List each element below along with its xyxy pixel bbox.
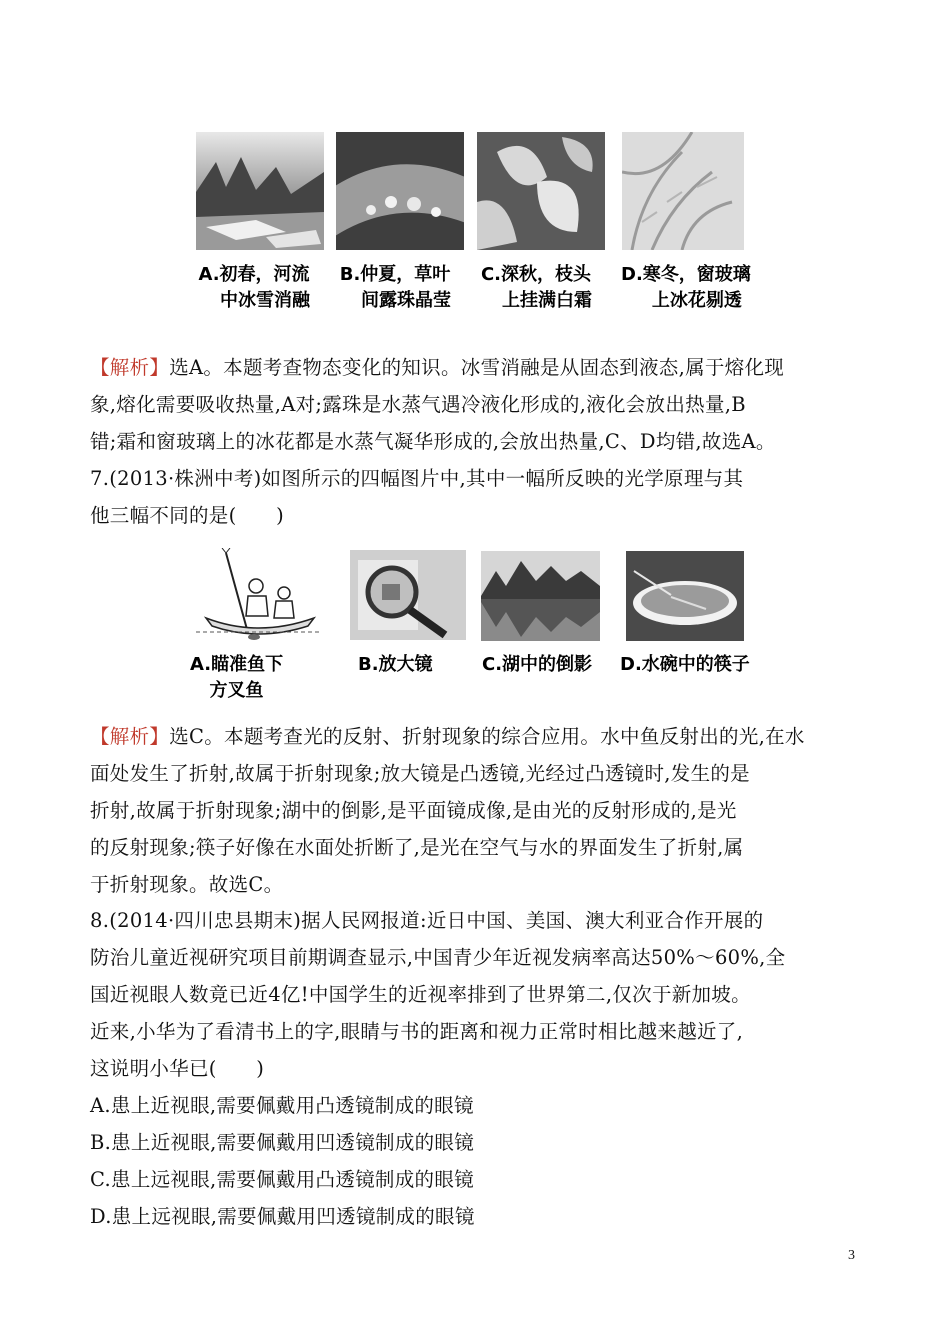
caption-line: 方叉鱼	[209, 680, 264, 701]
page-number: 3	[848, 1248, 855, 1263]
photo-lake-reflection	[481, 551, 600, 641]
caption-b	[358, 652, 433, 678]
caption-d	[620, 652, 750, 678]
caption-a	[198, 262, 310, 314]
caption-line: C.湖中的倒影	[482, 654, 593, 675]
question-line: 国近视眼人数竟已近4亿!中国学生的近视率排到了世界第二,仅次于新加坡。	[90, 983, 751, 1006]
analysis-line: 折射,故属于折射现象;湖中的倒影,是平面镜成像,是由光的反射形成的,是光	[90, 799, 737, 822]
caption-c	[482, 652, 592, 678]
option-d: D.患上远视眼,需要佩戴用凹透镜制成的眼镜	[90, 1205, 475, 1228]
photo-melting-ice-river	[196, 132, 324, 250]
caption-b	[339, 262, 451, 314]
option-b: B.患上近视眼,需要佩戴用凹透镜制成的眼镜	[90, 1131, 475, 1154]
analysis-line: 的反射现象;筷子好像在水面处折断了,是光在空气与水的界面发生了折射,属	[90, 836, 744, 859]
photo-chopsticks-in-bowl	[626, 551, 744, 641]
caption-line: D.水碗中的筷子	[620, 654, 750, 675]
photo-magnifying-glass	[350, 550, 466, 640]
caption-line: A.初春，河流	[198, 264, 310, 285]
analysis-q6	[90, 349, 862, 460]
question-line: 这说明小华已( )	[90, 1057, 265, 1080]
analysis-line: 【解析】选C。本题考查光的反射、折射现象的综合应用。水中鱼反射出的光,在水	[90, 725, 805, 748]
question-line: 8.(2014·四川忠县期末)据人民网报道:近日中国、美国、澳大利亚合作开展的	[90, 909, 764, 932]
analysis-tag: 【解析】	[90, 356, 170, 379]
analysis-line: 面处发生了折射,故属于折射现象;放大镜是凸透镜,光经过凸透镜时,发生的是	[90, 762, 750, 785]
question-line: 防治儿童近视研究项目前期调查显示,中国青少年近视发病率高达50%～60%,全	[90, 946, 786, 969]
photo-ice-flowers-window	[622, 132, 744, 250]
caption-line: 中冰雪消融	[220, 290, 310, 311]
analysis-q7	[90, 718, 862, 903]
question-line: 7.(2013·株洲中考)如图所示的四幅图片中,其中一幅所反映的光学原理与其	[90, 467, 744, 490]
caption-c	[480, 262, 592, 314]
caption-line: A.瞄准鱼下	[190, 654, 284, 675]
caption-line: B.仲夏，草叶	[339, 264, 451, 285]
question-7	[90, 460, 862, 534]
question-line: 他三幅不同的是( )	[90, 504, 285, 527]
caption-line: C.深秋，枝头	[480, 264, 592, 285]
photo-dew-on-leaf	[336, 132, 464, 250]
analysis-tag: 【解析】	[90, 725, 170, 748]
analysis-line: 错;霜和窗玻璃上的冰花都是水蒸气凝华形成的,会放出热量,C、D均错,故选A。	[90, 430, 776, 453]
caption-line: 上挂满白霜	[502, 290, 592, 311]
analysis-line: 【解析】选A。本题考查物态变化的知识。冰雪消融是从固态到液态,属于熔化现	[90, 356, 785, 379]
question-8	[90, 902, 862, 1235]
illustration-spear-fishing	[196, 548, 320, 640]
caption-d	[621, 262, 751, 314]
caption-line: 间露珠晶莹	[361, 290, 451, 311]
analysis-line: 于折射现象。故选C。	[90, 873, 284, 896]
caption-line: B.放大镜	[358, 654, 433, 675]
option-a: A.患上近视眼,需要佩戴用凸透镜制成的眼镜	[90, 1094, 474, 1117]
option-c: C.患上远视眼,需要佩戴用凸透镜制成的眼镜	[90, 1168, 474, 1191]
analysis-line: 象,熔化需要吸收热量,A对;露珠是水蒸气遇冷液化形成的,液化会放出热量,B	[90, 393, 746, 416]
caption-a	[190, 652, 283, 704]
caption-line: 上冰花剔透	[651, 290, 742, 311]
caption-line: D.寒冬，窗玻璃	[621, 264, 751, 285]
question-line: 近来,小华为了看清书上的字,眼睛与书的距离和视力正常时相比越来越近了,	[90, 1020, 744, 1043]
photo-frost-on-leaves	[477, 132, 605, 250]
